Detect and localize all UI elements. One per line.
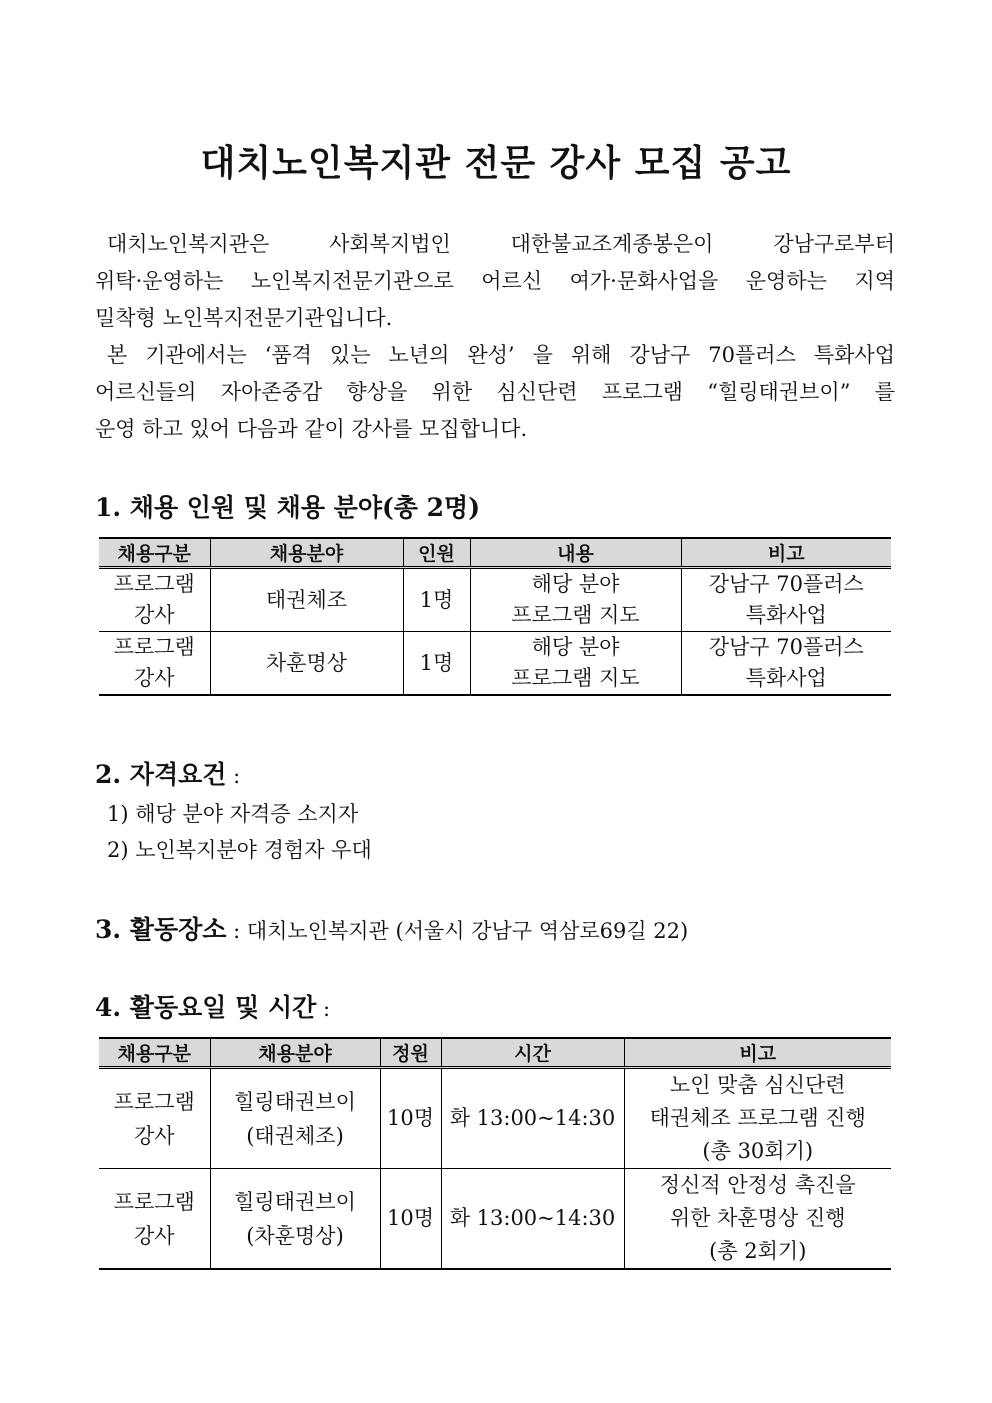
- table-header-row: [99, 1038, 891, 1068]
- note-cell: 정신적 안정성 촉진을 위한 차훈명상 진행 (총 2회기): [624, 1169, 891, 1270]
- count-cell: 1명: [403, 632, 470, 696]
- field-cell: 태권체조: [210, 568, 403, 632]
- header-cell: 채용분야: [210, 538, 403, 568]
- header-cell: 채용구분: [99, 1038, 210, 1068]
- requirement-item: 2) 노인복지분야 경험자 우대: [107, 838, 372, 862]
- section4-heading: 4. 활동요일 및 시간 :: [95, 993, 331, 1022]
- time-cell: 화 13:00~14:30: [441, 1068, 624, 1169]
- content-cell: 해당 분야 프로그램 지도: [470, 568, 681, 632]
- table-row: [99, 1068, 891, 1169]
- time-cell: 화 13:00~14:30: [441, 1169, 624, 1270]
- intro-p2-line1: 본 기관에서는 ‘품격 있는 노년의 완성’ 을 위해 강남구 70플러스 특화사업: [107, 343, 895, 367]
- table-header-row: [99, 538, 891, 568]
- page-title: 대치노인복지관 전문 강사 모집 공고: [200, 143, 792, 184]
- header-cell: 채용구분: [99, 538, 210, 568]
- type-cell: 프로그램 강사: [99, 1169, 210, 1270]
- intro-p2-line2: 어르신들의 자아존중감 향상을 위한 심신단련 프로그램 “힐링태권브이” 를: [95, 380, 895, 404]
- note-cell: 강남구 70플러스 특화사업: [681, 568, 891, 632]
- note-cell: 노인 맞춤 심신단련 태권체조 프로그램 진행 (총 30회기): [624, 1068, 891, 1169]
- type-cell: 프로그램 강사: [99, 632, 210, 696]
- type-cell: 프로그램 강사: [99, 568, 210, 632]
- section1-heading: 1. 채용 인원 및 채용 분야(총 2명): [95, 493, 481, 522]
- table-row: [99, 568, 891, 632]
- count-cell: 1명: [403, 568, 470, 632]
- schedule-table: [99, 1037, 891, 1270]
- intro-p1-line3: 밀착형 노인복지전문기관입니다.: [95, 306, 393, 330]
- header-cell: 비고: [624, 1038, 891, 1068]
- table-row: [99, 632, 891, 696]
- header-cell: 시간: [441, 1038, 624, 1068]
- location-text: : 대치노인복지관 (서울시 강남구 역삼로69길 22): [226, 919, 689, 943]
- header-cell: 정원: [380, 1038, 441, 1068]
- intro-p1-line2: 위탁·운영하는 노인복지전문기관으로 어르신 여가·문화사업을 운영하는 지역: [95, 269, 895, 293]
- count-cell: 10명: [380, 1068, 441, 1169]
- requirement-item: 1) 해당 분야 자격증 소지자: [107, 802, 359, 826]
- type-cell: 프로그램 강사: [99, 1068, 210, 1169]
- content-cell: 해당 분야 프로그램 지도: [470, 632, 681, 696]
- header-cell: 인원: [403, 538, 470, 568]
- recruitment-table: [99, 537, 891, 696]
- section3-heading: 3. 활동장소 : 대치노인복지관 (서울시 강남구 역삼로69길 22): [95, 915, 689, 944]
- header-cell: 내용: [470, 538, 681, 568]
- section2-heading: 2. 자격요건 :: [95, 760, 241, 789]
- count-cell: 10명: [380, 1169, 441, 1270]
- header-cell: 채용분야: [210, 1038, 380, 1068]
- intro-p1-line1: 대치노인복지관은 사회복지법인 대한불교조계종봉은이 강남구로부터: [107, 232, 895, 256]
- field-cell: 힐링태권브이 (태권체조): [210, 1068, 380, 1169]
- table-row: [99, 1169, 891, 1270]
- header-cell: 비고: [681, 538, 891, 568]
- field-cell: 차훈명상: [210, 632, 403, 696]
- note-cell: 강남구 70플러스 특화사업: [681, 632, 891, 696]
- intro-p2-line3: 운영 하고 있어 다음과 같이 강사를 모집합니다.: [95, 417, 528, 441]
- intro-text: [95, 226, 895, 448]
- field-cell: 힐링태권브이 (차훈명상): [210, 1169, 380, 1270]
